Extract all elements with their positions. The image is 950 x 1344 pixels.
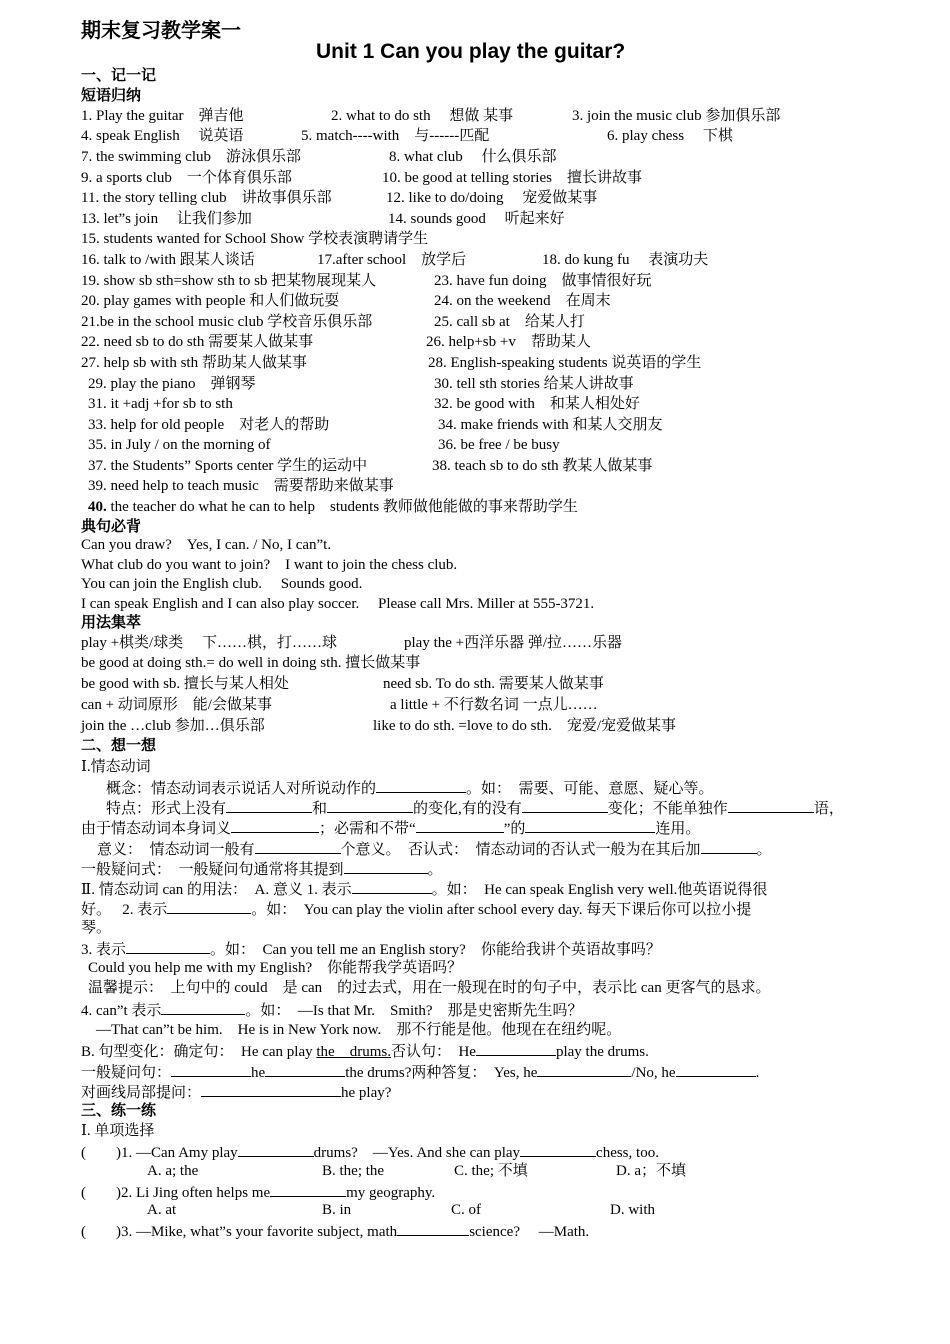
text: /No, he xyxy=(631,1065,676,1081)
text: 特点：形式上没有 xyxy=(106,801,227,817)
unit-title: Unit 1 Can you play the guitar? xyxy=(316,40,626,63)
phrase-number: 40. xyxy=(88,499,107,515)
phrase-item: 3. join the music club 参加俱乐部 xyxy=(572,108,781,124)
phrase-item: 22. need sb to do sth 需要某人做某事 xyxy=(81,334,314,350)
can-usage-line xyxy=(81,878,767,900)
blank xyxy=(171,1061,251,1077)
can-usage-line xyxy=(81,898,751,920)
text: chess, too. xyxy=(596,1145,659,1161)
phrase-line xyxy=(88,456,653,476)
question-3 xyxy=(81,1220,589,1242)
answer-blank xyxy=(520,1141,596,1157)
text: 3. 表示 xyxy=(81,942,127,958)
phrase-item: 28. English-speaking students 说英语的学生 xyxy=(428,355,702,371)
blank xyxy=(376,777,466,793)
text: B. 句型变化：确定句： He can play xyxy=(81,1044,317,1060)
text: 语， xyxy=(813,801,844,817)
text: 对画线局部提问： xyxy=(81,1085,202,1101)
phrase-line xyxy=(81,271,652,291)
phrase-item: 10. be good at telling stories 擅长讲故事 xyxy=(382,170,642,186)
text: 意义： 情态动词一般有 xyxy=(97,842,255,858)
option-b: B. in xyxy=(322,1202,352,1218)
tip-line: 温馨提示： 上句中的 could 是 can 的过去式，用在一般现在时的句子中，表示比 can 更客气的恳求。 xyxy=(88,980,771,996)
section-heading-1: 一、记一记 xyxy=(81,68,157,84)
phrase-item: 5. match----with 与------匹配 xyxy=(301,128,490,144)
usage-line xyxy=(81,633,623,653)
text: science? —Math. xyxy=(469,1224,590,1240)
underlined-text: the drums. xyxy=(316,1044,391,1060)
phrase-line: 15. students wanted for School Show 学校表演聘请学生 xyxy=(81,231,429,247)
option-d: D. a；不填 xyxy=(616,1163,686,1179)
text: 。如： —Is that Mr. Smith? 那是史密斯先生吗？ xyxy=(245,1003,583,1019)
sentence-line: You can join the English club. Sounds good. xyxy=(81,576,363,592)
phrase-item: 19. show sb sth=show sth to sb 把某物展现某人 xyxy=(81,273,377,289)
text: play the drums. xyxy=(555,1044,649,1060)
text: 。如： Can you tell me an English story? 你能给我讲个英语故事吗？ xyxy=(210,942,661,958)
text: . xyxy=(755,1065,760,1081)
sentence-change-line xyxy=(81,1081,391,1103)
option-a: A. a; the xyxy=(147,1163,199,1179)
phrase-item: 21.be in the school music club 学校音乐俱乐部 xyxy=(81,314,373,330)
section-heading-2: 二、想一想 xyxy=(81,738,157,754)
phrase-item: 38. teach sb to do sth 教某人做某事 xyxy=(432,458,653,474)
question-2 xyxy=(81,1181,435,1203)
usage-line xyxy=(81,674,604,694)
option-a: A. at xyxy=(147,1202,177,1218)
phrase-line xyxy=(88,497,578,517)
option-b: B. the; the xyxy=(322,1163,385,1179)
phrase-item: 24. on the weekend 在周末 xyxy=(434,293,611,309)
text: 连用。 xyxy=(655,821,701,837)
subheading-multiple-choice: Ⅰ. 单项选择 xyxy=(81,1123,155,1139)
phrase-item: 23. have fun doing 做事情很好玩 xyxy=(434,273,652,289)
section-heading-3: 三、练一练 xyxy=(81,1103,157,1119)
text: 变化；不能单独作 xyxy=(607,801,728,817)
usage-item: a little + 不行数名词 一点儿…… xyxy=(390,697,598,713)
phrase-line xyxy=(81,188,598,208)
sentence-change-line xyxy=(81,1061,759,1083)
phrase-item: 36. be free / be busy xyxy=(438,437,560,453)
phrase-item: 18. do kung fu 表演功夫 xyxy=(542,252,709,268)
phrase-line xyxy=(88,415,663,435)
text: my geography. xyxy=(346,1185,436,1201)
feature-line xyxy=(106,797,844,819)
phrase-item: 13. let”s join 让我们参加 xyxy=(81,211,252,227)
text: 两种答复： Yes, he xyxy=(411,1065,538,1081)
phrase-item: 34. make friends with 和某人交朋友 xyxy=(438,417,663,433)
text: 4. can”t 表示 xyxy=(81,1003,162,1019)
blank xyxy=(201,1081,341,1097)
concept-line xyxy=(106,777,714,799)
text: 概念：情态动词表示说话人对所说动作的 xyxy=(106,781,377,797)
usage-item: play +棋类/球类 下……棋，打……球 xyxy=(81,635,337,651)
phrase-item: 11. the story telling club 讲故事俱乐部 xyxy=(81,190,332,206)
phrase-item: 6. play chess 下棋 xyxy=(607,128,733,144)
blank xyxy=(676,1061,756,1077)
phrase-item: 17.after school 放学后 xyxy=(317,252,467,268)
blank xyxy=(352,878,432,894)
sentence-change-line xyxy=(81,1040,649,1062)
blank xyxy=(126,938,210,954)
can-usage-line xyxy=(81,938,661,960)
usage-line xyxy=(81,716,677,736)
blank xyxy=(537,1061,631,1077)
phrase-item: 2. what to do sth 想做 某事 xyxy=(331,108,514,124)
question-form-line xyxy=(81,858,443,880)
phrase-item: 27. help sb with sth 帮助某人做某事 xyxy=(81,355,307,371)
phrase-item: 29. play the piano 弹钢琴 xyxy=(88,376,256,392)
blank xyxy=(167,898,251,914)
text: 个意义。 否认式： 情态动词的否认式一般为在其后加 xyxy=(340,842,701,858)
phrase-item: 7. the swimming club 游泳俱乐部 xyxy=(81,149,301,165)
blank xyxy=(265,1061,345,1077)
blank xyxy=(525,817,655,833)
phrase-line: 39. need help to teach music 需要帮助来做某事 xyxy=(88,478,394,494)
text: 一般疑问式： 一般疑问句通常将其提到 xyxy=(81,862,344,878)
phrase-item: 14. sounds good 听起来好 xyxy=(388,211,565,227)
sentence-line: What club do you want to join? I want to join the chess club. xyxy=(81,557,458,573)
answer-blank xyxy=(270,1181,346,1197)
document-title: 期末复习教学案一 xyxy=(81,18,241,42)
phrase-item: the teacher do what he can to help students 教师做他能做的事来帮助学生 xyxy=(106,499,578,515)
text: drums? —Yes. And she can play xyxy=(313,1145,521,1161)
phrase-line xyxy=(81,106,781,126)
blank xyxy=(255,838,341,854)
phrase-item: 35. in July / on the morning of xyxy=(88,437,271,453)
phrase-item: 37. the Students” Sports center 学生的运动中 xyxy=(88,458,368,474)
text: he xyxy=(251,1065,266,1081)
text: 否认句： He xyxy=(390,1044,476,1060)
answer-blank xyxy=(238,1141,314,1157)
phrase-line xyxy=(81,291,611,311)
text: 。 xyxy=(756,842,772,858)
can-usage-line xyxy=(81,999,583,1021)
text: Ⅱ. 情态动词 can 的用法： A. 意义 1. 表示 xyxy=(81,882,352,898)
usage-item: like to do sth. =love to do sth. 宠爱/宠爱做某事 xyxy=(373,718,677,734)
phrase-line xyxy=(88,435,560,455)
blank xyxy=(344,858,428,874)
usage-item: join the …club 参加…俱乐部 xyxy=(81,718,265,734)
subheading-modal-verbs: Ⅰ.情态动词 xyxy=(81,759,151,775)
text: 。 xyxy=(427,862,443,878)
feature-line xyxy=(81,817,700,839)
phrase-line xyxy=(81,147,557,167)
usage-item: play the +西洋乐器 弹/拉……乐器 xyxy=(404,635,623,651)
text: 的变化,有的没有 xyxy=(413,801,522,817)
phrase-item: 16. talk to /with 跟某人谈话 xyxy=(81,252,255,268)
usage-item: need sb. To do sth. 需要某人做某事 xyxy=(383,676,604,692)
subheading-usage: 用法集萃 xyxy=(81,615,142,631)
subheading-phrases: 短语归纳 xyxy=(81,88,142,104)
text: ( )2. Li Jing often helps me xyxy=(81,1185,271,1201)
phrase-item: 20. play games with people 和人们做玩耍 xyxy=(81,293,340,309)
usage-line: be good at doing sth.= do well in doing sth. 擅长做某事 xyxy=(81,655,421,671)
phrase-item: 25. call sb at 给某人打 xyxy=(434,314,585,330)
option-d: D. with xyxy=(610,1202,655,1218)
phrase-item: 33. help for old people 对老人的帮助 xyxy=(88,417,330,433)
blank xyxy=(327,797,413,813)
phrase-line xyxy=(81,250,709,270)
blank xyxy=(161,999,245,1015)
phrase-item: 9. a sports club 一个体育俱乐部 xyxy=(81,170,292,186)
text: ”的 xyxy=(503,821,526,837)
text: ( )3. —Mike, what”s your favorite subject, math xyxy=(81,1224,398,1240)
phrase-line xyxy=(81,332,591,352)
can-usage-line: —That can”t be him. He is in New York now. 那不行能是他。他现在在纽约呢。 xyxy=(96,1022,622,1038)
usage-line xyxy=(81,695,598,715)
question-1 xyxy=(81,1141,659,1163)
phrase-item: 30. tell sth stories 给某人讲故事 xyxy=(434,376,634,392)
text: 一般疑问句： xyxy=(81,1065,172,1081)
phrase-item: 32. be good with 和某人相处好 xyxy=(434,396,640,412)
blank xyxy=(231,817,319,833)
blank xyxy=(226,797,312,813)
phrase-item: 8. what club 什么俱乐部 xyxy=(389,149,557,165)
text: 。如： 需要、可能、意愿、疑心等。 xyxy=(466,781,714,797)
can-usage-line: 琴。 xyxy=(81,920,112,936)
usage-item: can + 动词原形 能/会做某事 xyxy=(81,697,272,713)
text: he play? xyxy=(341,1085,392,1101)
blank xyxy=(728,797,814,813)
text: 和 xyxy=(312,801,328,817)
phrase-line xyxy=(81,126,733,146)
meaning-line xyxy=(97,838,772,860)
subheading-sentences: 典句必背 xyxy=(81,519,142,535)
phrase-line xyxy=(81,209,565,229)
text: ；必需和不带“ xyxy=(319,821,416,837)
text: the drums? xyxy=(345,1065,412,1081)
text: 。如： You can play the violin after school every day. 每天下课后你可以拉小提 xyxy=(251,902,752,918)
blank xyxy=(522,797,608,813)
phrase-item: 4. speak English 说英语 xyxy=(81,128,244,144)
text: 由于情态动词本身词义 xyxy=(81,821,232,837)
phrase-line xyxy=(81,312,585,332)
sentence-line: I can speak English and I can also play soccer. Please call Mrs. Miller at 555-3721. xyxy=(81,596,595,612)
phrase-line xyxy=(81,168,642,188)
answer-blank xyxy=(397,1220,469,1236)
usage-item: be good with sb. 擅长与某人相处 xyxy=(81,676,289,692)
blank xyxy=(701,838,757,854)
phrase-item: 31. it +adj +for sb to sth xyxy=(88,396,233,412)
text: ( )1. —Can Amy play xyxy=(81,1145,238,1161)
phrase-line xyxy=(88,394,640,414)
phrase-item: 1. Play the guitar 弹吉他 xyxy=(81,108,244,124)
phrase-line xyxy=(88,374,634,394)
option-c: C. of xyxy=(451,1202,481,1218)
text: 。如： He can speak English very well.他英语说得很 xyxy=(431,882,768,898)
phrase-item: 12. like to do/doing 宠爱做某事 xyxy=(386,190,598,206)
text: 好。 2. 表示 xyxy=(81,902,168,918)
phrase-item: 26. help+sb +v 帮助某人 xyxy=(426,334,591,350)
phrase-line xyxy=(81,353,702,373)
sentence-line: Can you draw? Yes, I can. / No, I can”t. xyxy=(81,537,332,553)
blank xyxy=(416,817,504,833)
option-c: C. the; 不填 xyxy=(454,1163,528,1179)
blank xyxy=(476,1040,556,1056)
can-usage-line: Could you help me with my English? 你能帮我学英语吗？ xyxy=(88,960,463,976)
